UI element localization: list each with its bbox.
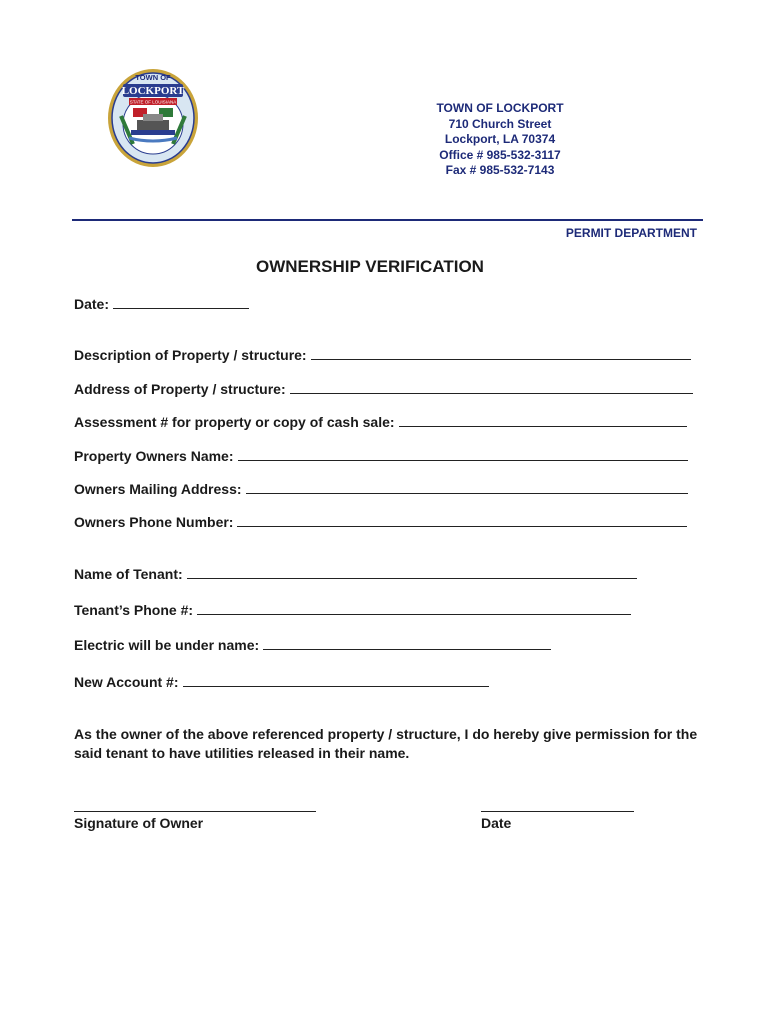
owner-name-row: [74, 447, 688, 464]
tenant-phone-input-line[interactable]: [197, 601, 631, 615]
tenant-phone-row: [74, 601, 631, 618]
electric-name-input-line[interactable]: [263, 636, 551, 650]
town-address-block: [400, 101, 600, 179]
owner-phone-label: Owners Phone Number:: [74, 514, 234, 530]
electric-name-row: [74, 636, 551, 653]
new-account-input-line[interactable]: [183, 673, 489, 687]
seal-state-text: STATE OF LOUISIANA: [129, 99, 177, 105]
department-label: PERMIT DEPARTMENT: [565, 226, 697, 240]
seal-name-text: LOCKPORT: [121, 85, 185, 97]
address-line-fax: Fax # 985-532-7143: [445, 163, 555, 177]
tenant-phone-label: Tenant’s Phone #:: [74, 602, 194, 618]
property-address-label: Address of Property / structure:: [74, 381, 286, 397]
address-line-street: 710 Church Street: [448, 116, 552, 131]
owner-name-label: Property Owners Name:: [74, 448, 234, 464]
owner-phone-row: [74, 513, 687, 530]
seal-arc-text: TOWN OF: [135, 73, 171, 82]
description-row: [74, 346, 691, 363]
tenant-name-label: Name of Tenant:: [74, 566, 183, 582]
description-input-line[interactable]: [311, 346, 691, 360]
address-line-city: Lockport, LA 70374: [444, 132, 556, 146]
permission-statement: As the owner of the above referenced property / structure, I do hereby give permission for the said tenant to have utilities released in their name.: [74, 726, 698, 761]
signature-date-label: Date: [481, 815, 512, 831]
mailing-address-row: [74, 480, 688, 497]
assessment-label: Assessment # for property or copy of cash sale:: [74, 414, 395, 430]
property-address-input-line[interactable]: [290, 380, 693, 394]
assessment-input-line[interactable]: [399, 413, 687, 427]
header-divider: [72, 219, 703, 221]
signature-date-line[interactable]: [481, 810, 634, 812]
owner-phone-input-line[interactable]: [237, 513, 687, 527]
form-title: OWNERSHIP VERIFICATION: [256, 257, 484, 276]
date-input-line[interactable]: [113, 295, 249, 309]
tenant-name-input-line[interactable]: [187, 565, 637, 579]
date-label: Date:: [74, 296, 110, 312]
electric-name-label: Electric will be under name:: [74, 637, 260, 653]
assessment-row: [74, 413, 687, 430]
address-row: [74, 380, 693, 397]
tenant-name-row: [74, 565, 637, 582]
new-account-label: New Account #:: [74, 674, 179, 690]
mailing-address-input-line[interactable]: [246, 480, 688, 494]
owner-signature-label: Signature of Owner: [74, 815, 204, 831]
new-account-row: [74, 673, 489, 690]
mailing-address-label: Owners Mailing Address:: [74, 481, 242, 497]
owner-name-input-line[interactable]: [238, 447, 688, 461]
owner-signature-line[interactable]: [74, 810, 316, 812]
town-seal-logo: [107, 68, 199, 168]
date-row: [74, 295, 249, 312]
address-line-office-phone: Office # 985-532-3117: [439, 147, 561, 162]
address-line-town: TOWN OF LOCKPORT: [436, 101, 564, 115]
description-label: Description of Property / structure:: [74, 347, 307, 363]
